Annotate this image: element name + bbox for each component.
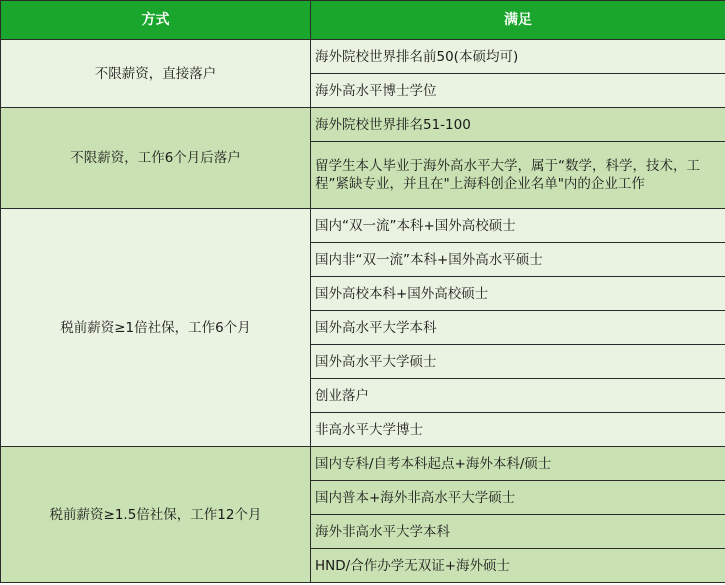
requirement-cell: 创业落户: [311, 379, 725, 413]
method-cell: 税前薪资≥1.5倍社保，工作12个月: [1, 447, 311, 583]
requirement-cell: 海外非高水平大学本科: [311, 515, 725, 549]
requirement-cell: 非高水平大学博士: [311, 413, 725, 447]
table-row: [1, 447, 725, 481]
method-cell: 不限薪资，直接落户: [1, 40, 311, 108]
requirement-cell: 留学生本人毕业于海外高水平大学，属于“数学，科学，技术，工程”紧缺专业，并且在"上海科创企业名单"内的企业工作: [311, 142, 725, 209]
requirement-cell: 国外高水平大学硕士: [311, 345, 725, 379]
requirement-cell: 国外高校本科+国外高校硕士: [311, 277, 725, 311]
requirement-cell: 海外院校世界排名前50(本硕均可): [311, 40, 725, 74]
requirement-cell: 海外院校世界排名51-100: [311, 108, 725, 142]
requirement-cell: 国内“双一流”本科+国外高校硕士: [311, 209, 725, 243]
header-method: 方式: [1, 1, 311, 40]
requirement-cell: 国内专科/自考本科起点+海外本科/硕士: [311, 447, 725, 481]
table-header-row: [1, 1, 725, 40]
requirement-cell: 国内非“双一流”本科+国外高水平硕士: [311, 243, 725, 277]
requirement-cell: 国内普本+海外非高水平大学硕士: [311, 481, 725, 515]
table-row: [1, 40, 725, 74]
table-row: [1, 209, 725, 243]
method-cell: 不限薪资，工作6个月后落户: [1, 108, 311, 209]
header-requirement: 满足: [311, 1, 725, 40]
table-row: [1, 108, 725, 142]
requirement-cell: HND/合作办学无双证+海外硕士: [311, 549, 725, 583]
requirement-cell: 国外高水平大学本科: [311, 311, 725, 345]
requirement-cell: 海外高水平博士学位: [311, 74, 725, 108]
method-cell: 税前薪资≥1倍社保，工作6个月: [1, 209, 311, 447]
